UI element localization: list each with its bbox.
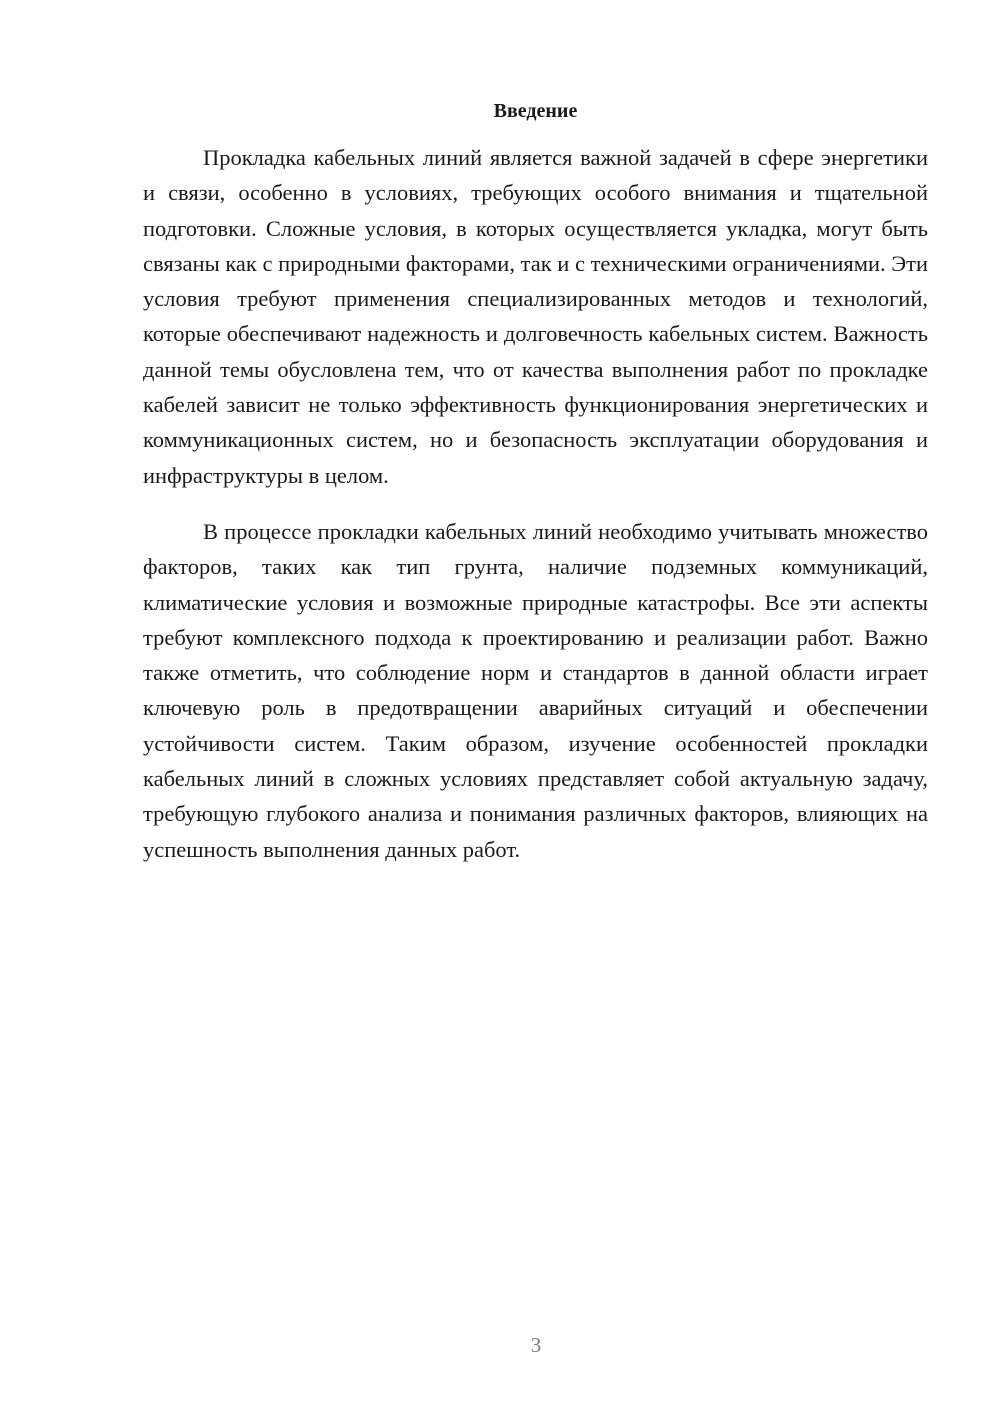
section-heading: Введение bbox=[493, 100, 578, 122]
paragraph-2: В процессе прокладки кабельных линий необходимо учитывать множество факторов, таких как тип грунта, наличие подземных коммуникаций, климатические условия и возможные природные катастрофы. Все эти аспекты требуют комплексного подхода к проектированию и реализации работ. Важно также отметить, что соблюдение норм и стандартов в данной области играет ключевую роль в предотвращении аварийных ситуаций и обеспечении устойчивости систем. Таким образом, изучение особенностей прокладки кабельных линий в сложных условиях представляет собой актуальную задачу, требующую глубокого анализа и понимания различных факторов, влияющих на успешность выполнения данных работ. bbox=[143, 518, 928, 862]
page-content bbox=[143, 96, 928, 867]
page-number: 3 bbox=[530, 1333, 542, 1357]
paragraph-1: Прокладка кабельных линий является важной задачей в сфере энергетики и связи, особенно в условиях, требующих особого внимания и тщательной подготовки. Сложные условия, в которых осуществляется укладка, могут быть связаны как с природными факторами, так и с техническими ограничениями. Эти условия требуют применения специализированных методов и технологий, которые обеспечивают надежность и долговечность кабельных систем. Важность данной темы обусловлена тем, что от качества выполнения работ по прокладке кабелей зависит не только эффективность функционирования энергетических и коммуникационных систем, но и безопасность эксплуатации оборудования и инфраструктуры в целом. bbox=[143, 145, 928, 488]
